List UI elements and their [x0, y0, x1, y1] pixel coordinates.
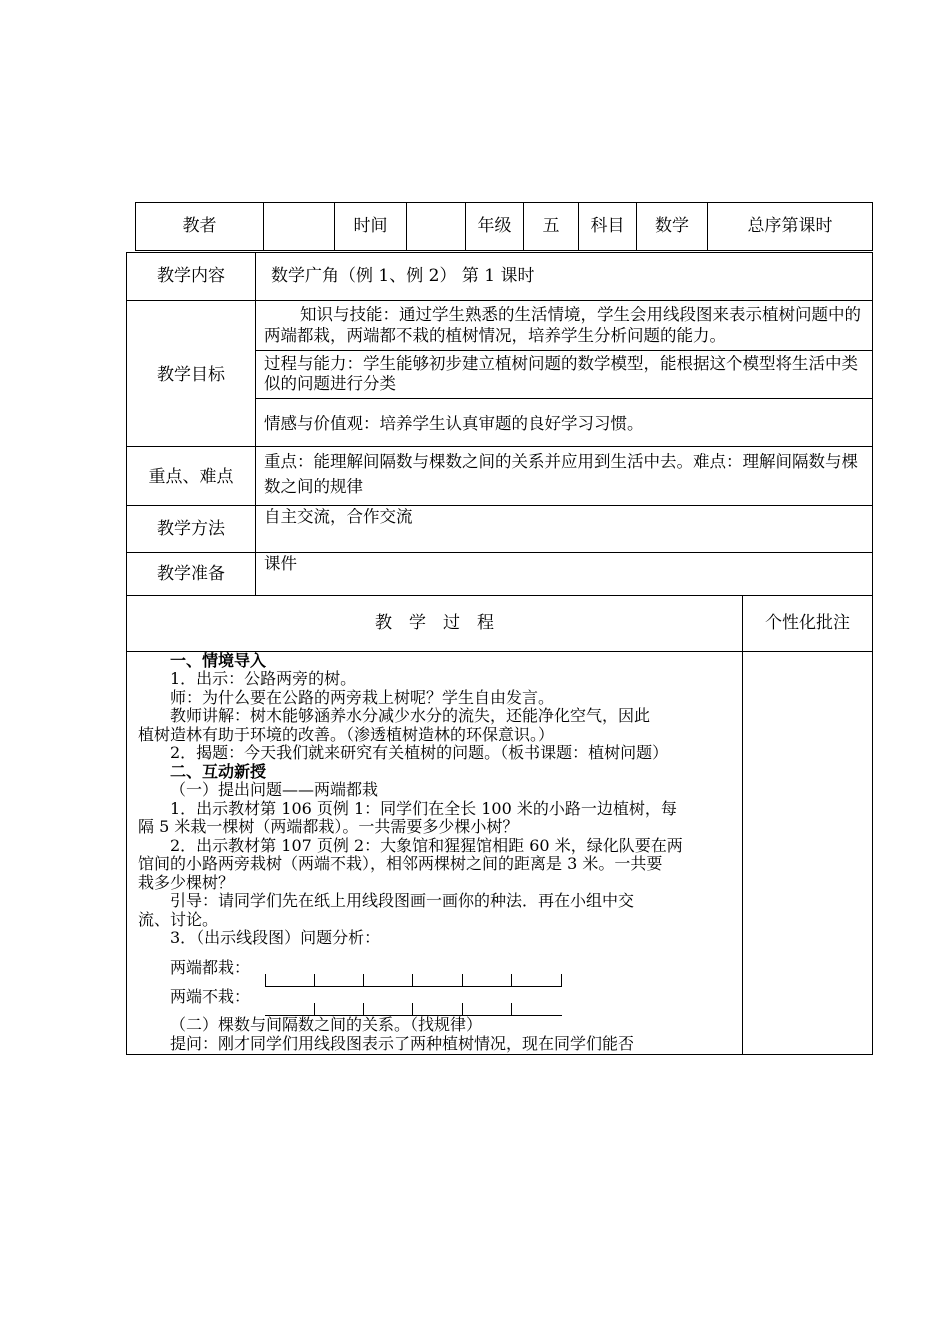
process-line: 教师讲解：树木能够涵养水分减少水分的流失，还能净化空气，因此 — [170, 706, 651, 725]
process-line: （二）棵数与间隔数之间的关系。（找规律） — [170, 1015, 483, 1034]
process-line: 隔 5 米栽一棵树（两端都栽）。一共需要多少棵小树？ — [138, 817, 519, 836]
lesson-number-label: 总序第课时 — [747, 216, 833, 236]
process-line: 栽多少棵树？ — [138, 873, 235, 892]
preparation-label: 教学准备 — [157, 564, 225, 584]
section-2-heading: 二、互动新授 — [170, 762, 267, 781]
process-line: 3．（出示线段图）问题分析： — [170, 928, 381, 947]
key-points-label: 重点、难点 — [148, 467, 234, 487]
section-1-heading: 一、情境导入 — [170, 651, 267, 670]
both-ends-label: 两端都栽： — [170, 958, 251, 977]
subject-value: 数学 — [655, 216, 689, 236]
goal-process: 过程与能力：学生能够初步建立植树问题的数学模型，能根据这个模型将生活中类似的问题进行分类 — [264, 354, 858, 393]
goals-label: 教学目标 — [157, 365, 225, 385]
process-line: 植树造林有助于环境的改善。（渗透植树造林的环保意识。） — [138, 725, 555, 744]
process-line: 2．揭题：今天我们就来研究有关植树的问题。（板书课题：植树问题） — [170, 743, 669, 762]
process-line: 1．出示教材第 106 页例 1：同学们在全长 100 米的小路一边植树，每 — [170, 799, 677, 818]
process-line: 引导：请同学们先在纸上用线段图画一画你的种法．再在小组中交 — [170, 891, 635, 910]
grade-label: 年级 — [477, 216, 512, 236]
subject-label: 科目 — [590, 216, 625, 236]
key-points-value: 重点：能理解间隔数与棵数之间的关系并应用到生活中去。难点：理解间隔数与棵数之间的规律 — [264, 452, 858, 496]
process-line: 馆间的小路两旁栽树（两端不栽），相邻两棵树之间的距离是 3 米。一共要 — [138, 854, 663, 873]
annotation-heading: 个性化批注 — [765, 613, 850, 633]
method-label: 教学方法 — [157, 519, 225, 539]
goal-knowledge: 知识与技能：通过学生熟悉的生活情境，学生会用线段图来表示植树问题中的两端都栽，两端都不栽的植树情况，培养学生分析问题的能力。 — [264, 305, 861, 345]
process-line: 1．出示：公路两旁的树。 — [170, 669, 357, 688]
content-label: 教学内容 — [157, 266, 225, 286]
process-line: 提问：刚才同学们用线段图表示了两种植树情况，现在同学们能否 — [170, 1034, 635, 1053]
no-ends-label: 两端不栽： — [170, 987, 251, 1006]
process-heading: 教 学 过 程 — [375, 613, 494, 633]
process-line: 师：为什么要在公路的两旁栽上树呢？学生自由发言。 — [170, 688, 555, 707]
process-line: 2．出示教材第 107 页例 2：大象馆和猩猩馆相距 60 米，绿化队要在两 — [170, 836, 683, 855]
teacher-label: 教者 — [182, 216, 217, 236]
process-line: 流、讨论。 — [138, 910, 219, 929]
preparation-value: 课件 — [264, 554, 297, 573]
content-value: 数学广角（例 1、例 2） 第 1 课时 — [271, 266, 535, 286]
process-line: （一）提出问题——两端都栽 — [170, 780, 379, 799]
time-label: 时间 — [353, 216, 388, 236]
grade-value: 五 — [542, 216, 560, 236]
goal-emotion: 情感与价值观：培养学生认真审题的良好学习习惯。 — [264, 414, 644, 433]
method-value: 自主交流，合作交流 — [264, 507, 413, 526]
